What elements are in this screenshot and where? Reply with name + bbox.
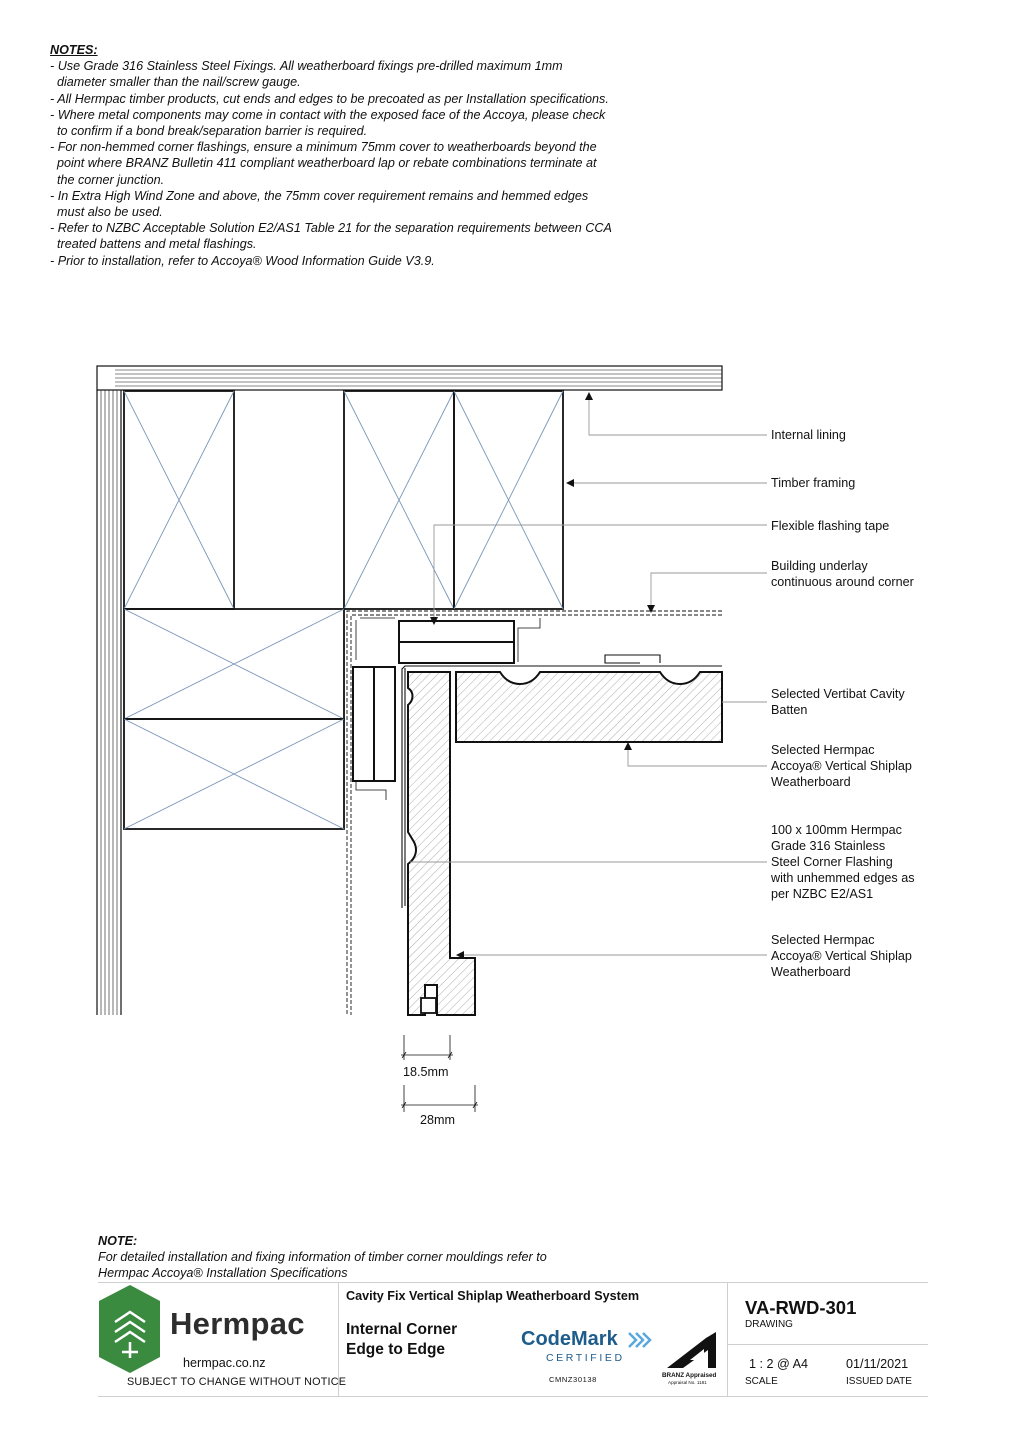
label-weatherboard-2: Selected Hermpac Accoya® Vertical Shiplap Weatherboard: [771, 933, 912, 979]
branz-appraisal-number: Appraisal No. 1181: [668, 1380, 707, 1385]
scale-label: SCALE: [745, 1376, 778, 1387]
label-internal-lining: Internal lining: [771, 428, 846, 442]
title-block-top-border: [98, 1282, 928, 1283]
dimension-28mm: 28mm: [420, 1113, 455, 1127]
weatherboard-horizontal: [456, 672, 722, 742]
cavity-batten-top: [399, 621, 514, 663]
codemark-number: CMNZ30138: [549, 1375, 597, 1384]
label-flashing-tape: Flexible flashing tape: [771, 519, 890, 533]
codemark-chevron-icon: [629, 1333, 650, 1347]
issued-date: 01/11/2021: [846, 1357, 909, 1371]
drawing-label: DRAWING: [745, 1319, 793, 1330]
building-underlay: [347, 611, 722, 1015]
cavity-batten-left: [353, 667, 395, 781]
title-block-divider-2: [727, 1282, 728, 1396]
website-link[interactable]: hermpac.co.nz: [183, 1356, 266, 1370]
installation-note: [98, 1233, 547, 1281]
label-corner-flashing: 100 x 100mm Hermpac Grade 316 Stainless Steel Corner Flashing with unhemmed edges as per NZBC E2/AS1: [771, 823, 915, 901]
note-item-7: - Prior to installation, refer to Accoya® Wood Information Guide V3.9.: [50, 253, 435, 268]
codemark-certified: CERTIFIED: [546, 1352, 625, 1364]
note-item-3: - Where metal components may come in contact with the exposed face of the Accoya, please check to confirm if a bond break/separation barrier is required.: [50, 107, 606, 139]
branz-appraised: BRANZ Appraised: [662, 1372, 717, 1379]
system-title: Cavity Fix Vertical Shiplap Weatherboard System: [346, 1289, 640, 1303]
brand-name: Hermpac: [170, 1306, 305, 1341]
note-item-6: - Refer to NZBC Acceptable Solution E2/AS1 Table 21 for the separation requirements between CCA treated battens and metal flashings.: [50, 221, 612, 252]
hermpac-logo-icon: [99, 1285, 160, 1373]
dimension-18-5mm: 18.5mm: [403, 1065, 449, 1079]
drawing-title: Internal Corner Edge to Edge: [346, 1321, 458, 1358]
codemark-logo-text: CodeMark: [521, 1328, 618, 1350]
scale-value: 1 : 2 @ A4: [749, 1357, 808, 1371]
note-item-5: - In Extra High Wind Zone and above, the 75mm cover requirement remains and hemmed edges must also be used.: [50, 188, 589, 220]
internal-lining-left: [97, 390, 121, 1015]
label-building-underlay: Building underlay continuous around corner: [771, 559, 914, 589]
label-cavity-batten: Selected Vertibat Cavity Batten: [771, 687, 905, 717]
notes-title: NOTES:: [50, 43, 98, 57]
note-item-1: - Use Grade 316 Stainless Steel Fixings. All weatherboard fixings pre-drilled maximum 1mm diameter smaller than the nail/screw gauge.: [50, 59, 563, 90]
label-weatherboard-1: Selected Hermpac Accoya® Vertical Shiplap Weatherboard: [771, 743, 912, 789]
timber-framing: [124, 391, 563, 829]
note-item-4: - For non-hemmed corner flashings, ensure a minimum 75mm cover to weatherboards beyond the point where BRANZ Bulletin 411 compliant weatherboard lap or rebate combinations terminate at the corner junction.: [50, 140, 597, 187]
subject-notice: SUBJECT TO CHANGE WITHOUT NOTICE: [127, 1376, 347, 1388]
installation-note-title: NOTE:: [98, 1234, 138, 1248]
installation-note-text: For detailed installation and fixing information of timber corner mouldings refer to Hermpac Accoya® Installation Specifications: [98, 1250, 547, 1280]
title-block-divider-3: [727, 1344, 928, 1345]
internal-lining-top: [97, 366, 722, 390]
drawing-number: VA-RWD-301: [745, 1297, 857, 1318]
note-item-2: - All Hermpac timber products, cut ends and edges to be precoated as per Installation specifications.: [50, 91, 609, 106]
title-block-bottom-border: [98, 1396, 928, 1397]
branz-logo-icon: [667, 1332, 716, 1368]
issued-date-label: ISSUED DATE: [846, 1376, 912, 1387]
label-timber-framing: Timber framing: [771, 476, 856, 490]
